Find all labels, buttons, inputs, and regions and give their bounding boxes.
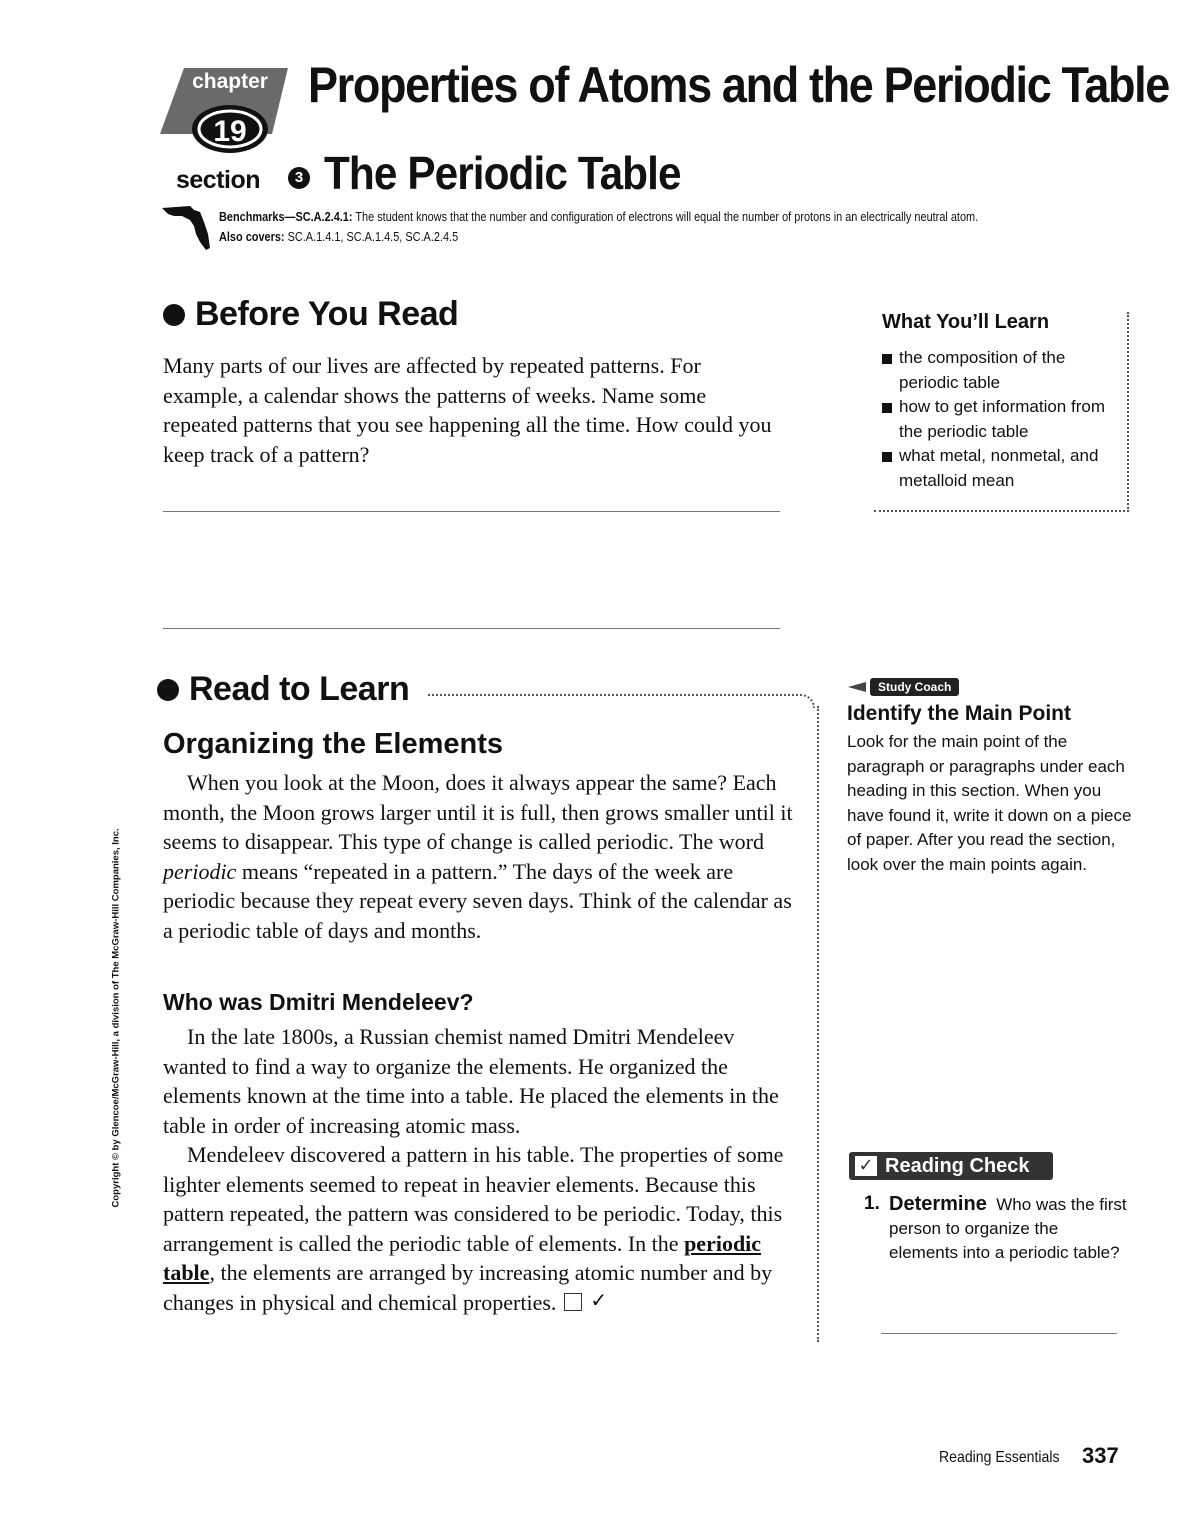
also-covers-text: SC.A.1.4.1, SC.A.1.4.5, SC.A.2.4.5	[287, 229, 459, 244]
what-youll-learn-list	[882, 346, 1118, 493]
answer-line[interactable]	[163, 628, 780, 629]
checkmark-icon: ✓	[855, 1156, 877, 1176]
list-item: what metal, nonmetal, and metalloid mean	[882, 444, 1118, 493]
pencil-arrow-icon	[848, 682, 866, 692]
question-number: 1.	[864, 1193, 880, 1214]
vocab-term[interactable]: periodic table	[163, 1230, 762, 1285]
organizing-elements-text	[163, 768, 803, 945]
answer-line[interactable]	[163, 511, 780, 512]
study-coach-title: Identify the Main Point	[847, 702, 1071, 725]
what-youll-learn-title: What You’ll Learn	[882, 311, 1050, 333]
chapter-label: chapter	[192, 70, 268, 93]
answer-line[interactable]	[881, 1333, 1117, 1334]
study-coach-text: Look for the main point of the paragraph or paragraphs under each heading in this section. When you have found it, write it down on a piece of paper. After you read the section, look over the main points again.	[847, 732, 1132, 874]
text-run: Mendeleev discovered a pattern in his table. The properties of some lighter elements seemed to repeat in heavier elements. Because this pattern repeated, the pattern was considered to be periodic. Today, this arrangement is called the periodic table of elements. In the	[163, 1142, 784, 1256]
footer-label: Reading Essentials	[939, 1449, 1060, 1466]
section-label: section	[176, 166, 261, 194]
before-you-read-title: Before You Read	[195, 295, 459, 333]
paragraph: In the late 1800s, a Russian chemist named Dmitri Mendeleev wanted to find a way to organize the elements. He organized the elements known at the time into a table. He placed the elements in the table in order of increasing atomic mass.	[163, 1024, 779, 1138]
reading-check-badge	[849, 1152, 1053, 1180]
text-run: means “repeated in a pattern.” The days of the week are periodic because they repeat every seven days. Think of the calendar as a periodic table of days and months.	[163, 858, 792, 943]
dotted-divider	[428, 694, 815, 708]
bullet-dot	[163, 304, 185, 326]
copyright-notice: Copyright © by Glencoe/McGraw-Hill, a division of The McGraw-Hill Companies, Inc.	[110, 828, 122, 1208]
florida-map-icon	[160, 204, 212, 252]
section-number: 3	[288, 167, 310, 189]
mendeleev-heading: Who was Dmitri Mendeleev?	[163, 989, 474, 1015]
before-you-read-heading	[163, 295, 458, 334]
list-item: the composition of the periodic table	[882, 346, 1118, 395]
chapter-number: 19	[213, 115, 247, 148]
read-to-learn-heading	[157, 670, 409, 709]
question-verb: Determine	[889, 1193, 987, 1215]
section-title: The Periodic Table	[324, 147, 681, 199]
organizing-elements-heading: Organizing the Elements	[163, 728, 503, 760]
benchmarks-label: Benchmarks—SC.A.2.4.1:	[219, 209, 353, 224]
page-number: 337	[1082, 1443, 1119, 1468]
benchmarks	[219, 207, 979, 247]
study-coach-tab	[848, 676, 959, 698]
benchmarks-text: The student knows that the number and configuration of electrons will equal the number of protons in an electrically neutral atom.	[355, 209, 979, 224]
reading-check-label: Reading Check	[885, 1154, 1030, 1177]
chapter-title: Properties of Atoms and the Periodic Table	[308, 57, 1169, 113]
chapter-badge	[160, 66, 290, 156]
text-run: When you look at the Moon, does it always appear the same? Each month, the Moon grows larger until it is full, then grows smaller until it seems to disappear. This type of change is called periodic. The word	[163, 770, 793, 854]
read-to-learn-title: Read to Learn	[189, 670, 410, 708]
also-covers-label: Also covers:	[219, 229, 285, 244]
question-text: Who was the first person to organize the elements into a periodic table?	[889, 1195, 1127, 1262]
bullet-dot	[157, 679, 179, 701]
study-coach-label: Study Coach	[870, 678, 959, 696]
italic-term: periodic	[163, 858, 237, 884]
mendeleev-text	[163, 1022, 803, 1317]
list-item: how to get information from the periodic table	[882, 395, 1118, 444]
reading-check-question	[864, 1192, 1129, 1265]
before-you-read-text: Many parts of our lives are affected by repeated patterns. For example, a calendar shows the patterns of weeks. Name some repeated patterns that you see happening all the time. How could you keep track of a pattern?	[163, 353, 772, 467]
checkmark-icon	[564, 1293, 582, 1311]
dotted-divider	[817, 706, 819, 1342]
text-run: , the elements are arranged by increasing atomic number and by changes in physical and chemical properties.	[163, 1260, 773, 1315]
